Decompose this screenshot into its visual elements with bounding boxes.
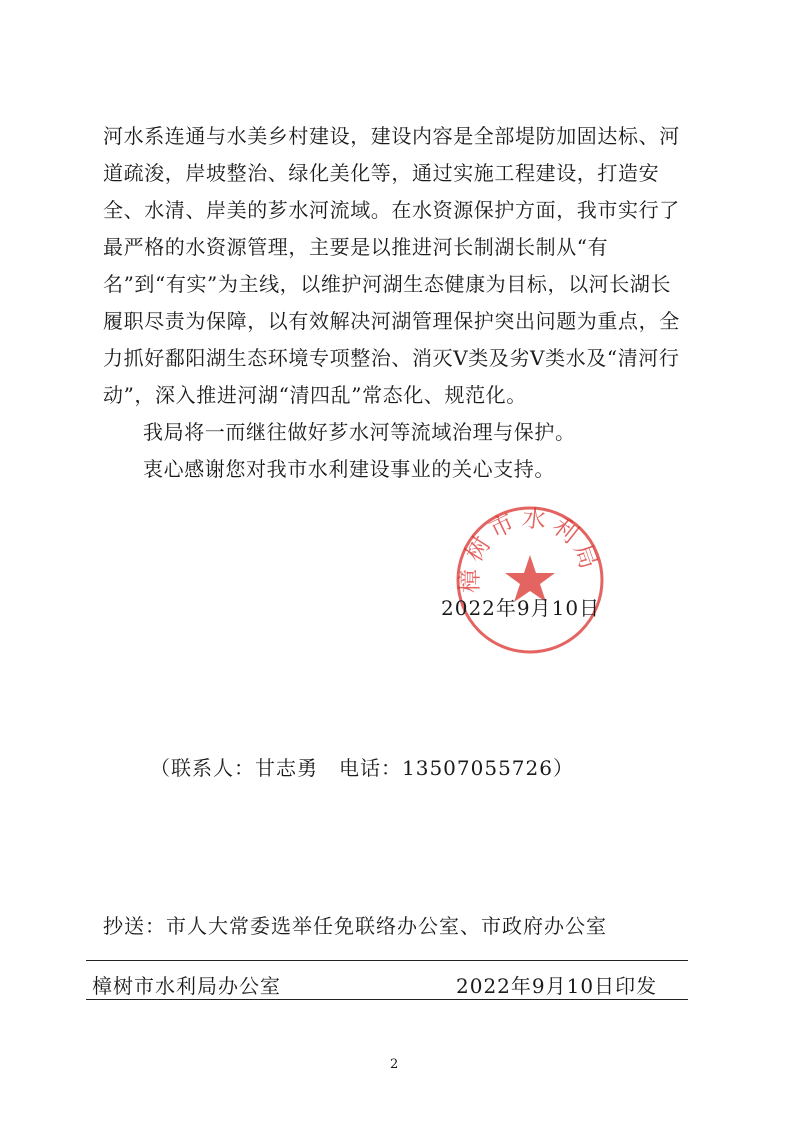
contact-info: （联系人：甘志勇 电话：13507055726） [150, 756, 574, 780]
page-number: 2 [390, 1057, 399, 1072]
body-paragraph-commitment: 我局将一而继往做好芗水河等流域治理与保护。 [143, 420, 576, 444]
body-paragraph-thanks: 衷心感谢您对我市水利建设事业的关心支持。 [143, 457, 555, 481]
signature-date: 2022年9月10日 [441, 596, 601, 620]
cc-recipients: 抄送：市人大常委选举任免联络办公室、市政府办公室 [103, 914, 607, 938]
footer-rule-bottom [86, 999, 688, 1000]
body-paragraph-continued: 河水系连通与水美乡村建设，建设内容是全部堤防加固达标、河道疏浚，岸坡整治、绿化美化等，通过实施工程建设，打造安全、水清、岸美的芗水河流域。在水资源保护方面，我市实行了最严格的水资源管理，主要是以推进河长制湖长制从“有名”到“有实”为主线，以维护河湖生态健康为目标，以河长湖长履职尽责为保障，以有效解决河湖管理保护突出问题为重点，全力抓好鄱阳湖生态环境专项整治、消灭Ⅴ类及劣Ⅴ类水及“清河行动”，深入推进河湖“清四乱”常态化、规范化。 [103, 124, 680, 407]
letter-body [103, 118, 683, 488]
footer-rule-top [86, 960, 688, 961]
official-seal [455, 505, 605, 655]
footer-issuer: 樟树市水利局办公室 [92, 974, 281, 998]
footer-issue-date: 2022年9月10日印发 [456, 974, 658, 998]
seal-text: 樟树市水利局 [455, 505, 605, 594]
